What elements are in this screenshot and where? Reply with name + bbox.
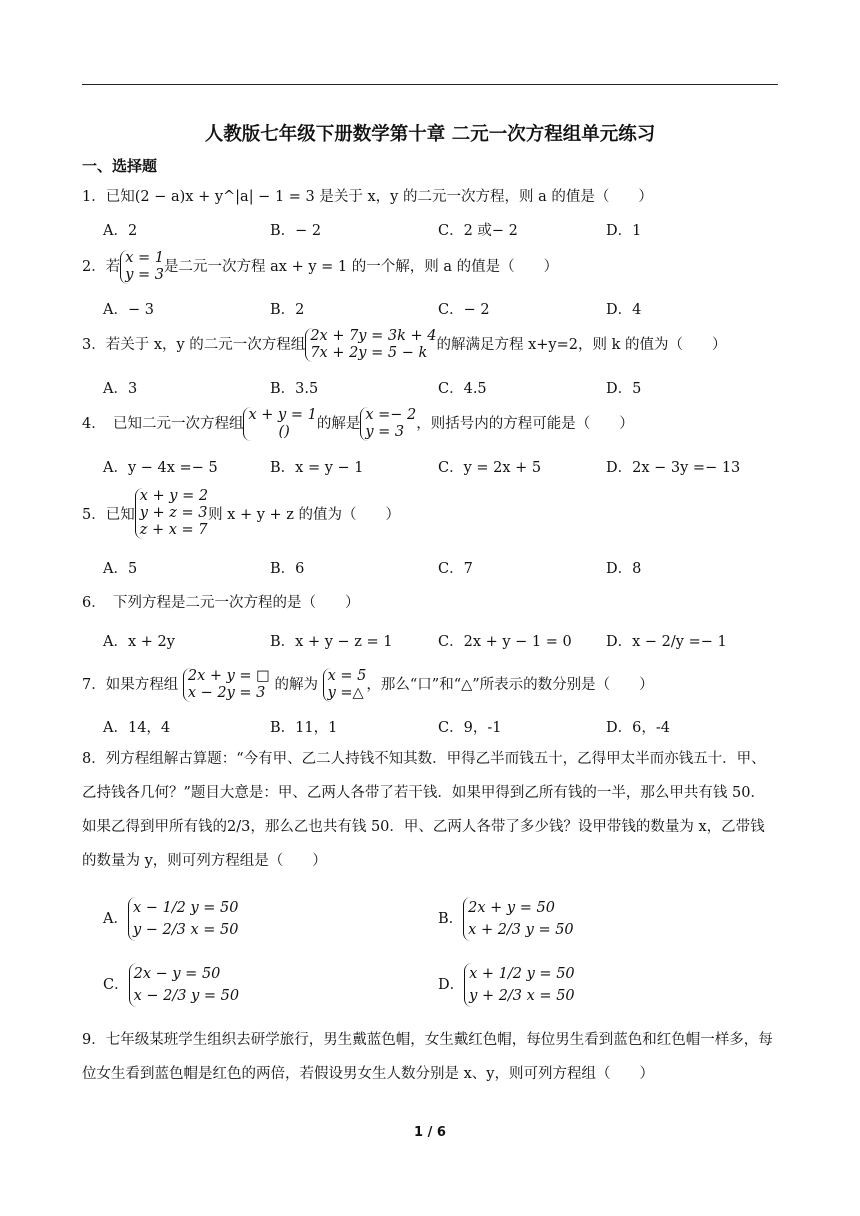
q4-option-a: A．y − 4x =− 5 xyxy=(103,460,218,476)
page-number: 1 / 6 xyxy=(414,1125,446,1140)
q3-system xyxy=(305,328,436,362)
page-title: 人教版七年级下册数学第十章 二元一次方程组单元练习 xyxy=(204,124,656,145)
q8-system-a xyxy=(128,897,239,941)
q7-stem xyxy=(82,668,654,702)
q8-c-eq1: 2x − y = 50 xyxy=(133,966,221,982)
q1-option-b: B．− 2 xyxy=(270,223,322,239)
q7-eq2: x − 2y = 3 xyxy=(187,685,266,701)
q6-option-b: B．x + y − z = 1 xyxy=(270,634,393,650)
q7-option-a: A．14，4 xyxy=(103,720,171,736)
q3-option-c: C．4.5 xyxy=(438,381,487,397)
q9-text: 9．七年级某班学生组织去研学旅行，男生戴蓝色帽，女生戴红色帽，每位男生看到蓝色和红色帽一样多，每位女生看到蓝色帽是红色的两倍，若假设男女生人数分别是 x、y，则可列方程组（ ） xyxy=(82,1032,773,1082)
q5-system xyxy=(135,488,208,539)
q8-system-b xyxy=(463,897,574,941)
q8-label-b: B． xyxy=(438,911,464,927)
q5-option-d: D．8 xyxy=(606,561,642,577)
section-heading: 一、选择题 xyxy=(82,157,158,175)
q8-option-c xyxy=(103,963,239,1007)
q8-text: 8．列方程组解古算题：“今有甲、乙二人持钱不知其数．甲得乙半而钱五十，乙得甲太半而亦钱五十．甲、乙持钱各几何？”题目大意是：甲、乙两人各带了若干钱．如果甲得到乙所有钱的一半，那么甲共有钱 50．如果乙得到甲所有钱的2/3，那么乙也共有钱 50．甲、乙两人各带了多少钱？设甲带钱的数量为 x，乙带钱的数量为 y，则可列方程组是（ ） xyxy=(82,751,766,869)
q4-option-c: C．y = 2x + 5 xyxy=(438,460,542,476)
q8-system-d xyxy=(464,963,575,1007)
q8-b-eq2: x + 2/3 y = 50 xyxy=(468,922,574,938)
q2-option-c: C．− 2 xyxy=(438,302,490,318)
q8-option-a xyxy=(103,897,239,941)
q8-a-eq2: y − 2/3 x = 50 xyxy=(132,922,239,938)
q3-option-d: D．5 xyxy=(606,381,642,397)
q8-a-eq1: x − 1/2 y = 50 xyxy=(132,900,239,916)
q3-pre: 3．若关于 x，y 的二元一次方程组 xyxy=(82,337,306,353)
q1-option-d: D．1 xyxy=(606,223,642,239)
q5-option-c: C．7 xyxy=(438,561,473,577)
q4-solution xyxy=(360,407,416,441)
q4-mid: 的解是 xyxy=(316,416,361,432)
q2-option-a: A．− 3 xyxy=(103,302,154,318)
q4-eq1: x + y = 1 xyxy=(248,407,317,423)
q8-option-d xyxy=(438,963,575,1007)
q7-system xyxy=(183,668,270,702)
q5-post: 则 x + y + z 的值为（ ） xyxy=(208,507,401,523)
q8-option-b xyxy=(438,897,574,941)
q7-eq1: 2x + y = □ xyxy=(187,668,270,684)
q4-system xyxy=(243,407,316,441)
q4-sol2: y = 3 xyxy=(365,424,405,440)
q7-pre: 7．如果方程组 xyxy=(82,677,179,693)
q1-option-c: C．2 或− 2 xyxy=(438,223,518,239)
q4-option-d: D．2x − 3y =− 13 xyxy=(606,460,741,476)
q2-eq1: x = 1 xyxy=(125,250,165,266)
q3-eq2: 7x + 2y = 5 − k xyxy=(310,345,428,361)
q7-option-c: C．9，-1 xyxy=(438,720,502,736)
q7-post: ，那么“口”和“△”所表示的数分别是（ ） xyxy=(366,677,654,693)
q5-eq3: z + x = 7 xyxy=(139,522,208,538)
q3-stem xyxy=(82,328,727,362)
q8-label-c: C． xyxy=(103,977,129,993)
q8-b-eq1: 2x + y = 50 xyxy=(468,900,555,916)
q1-option-a: A．2 xyxy=(103,223,138,239)
q4-stem xyxy=(82,407,634,441)
q3-post: 的解满足方程 x+y=2，则 k 的值为（ ） xyxy=(436,337,727,353)
q7-sol1: x = 5 xyxy=(327,668,367,684)
q8-label-d: D． xyxy=(438,977,465,993)
q8-d-eq1: x + 1/2 y = 50 xyxy=(469,966,575,982)
q2-pre: 2．若 xyxy=(82,259,121,275)
q5-option-b: B．6 xyxy=(270,561,305,577)
q2-post: 是二元一次方程 ax + y = 1 的一个解，则 a 的值是（ ） xyxy=(164,259,559,275)
q4-post: ，则括号内的方程可能是（ ） xyxy=(416,416,634,432)
q5-pre: 5．已知 xyxy=(82,507,135,523)
q3-option-a: A．3 xyxy=(103,381,138,397)
q1-stem: 1．已知(2 − a)x + y^|a| − 1 = 3 是关于 x，y 的二元一次方程，则 a 的值是（ ） xyxy=(82,189,653,205)
q4-sol1: x =− 2 xyxy=(365,407,417,423)
q7-mid: 的解为 xyxy=(274,677,318,693)
q6-option-c: C．2x + y − 1 = 0 xyxy=(438,634,572,650)
q8-system-c xyxy=(129,963,240,1007)
q7-solution xyxy=(323,668,367,702)
q7-option-b: B．11，1 xyxy=(270,720,338,736)
q6-option-d: D．x − 2/y =− 1 xyxy=(606,634,727,650)
q7-option-d: D．6，-4 xyxy=(606,720,670,736)
q2-stem xyxy=(82,250,558,284)
q7-sol2: y =△ xyxy=(327,685,364,701)
header-rule xyxy=(82,84,778,85)
q4-option-b: B．x = y − 1 xyxy=(270,460,364,476)
q5-option-a: A．5 xyxy=(103,561,138,577)
q2-system xyxy=(120,250,164,284)
q5-stem xyxy=(82,488,400,539)
q5-eq1: x + y = 2 xyxy=(139,488,209,504)
q5-eq2: y + z = 3 xyxy=(139,505,208,521)
q3-eq1: 2x + 7y = 3k + 4 xyxy=(310,328,437,344)
q8-c-eq2: x − 2/3 y = 50 xyxy=(133,988,240,1004)
q4-eq2: () xyxy=(278,424,290,440)
q3-option-b: B．3.5 xyxy=(270,381,319,397)
q8-label-a: A． xyxy=(103,911,128,927)
q2-option-d: D．4 xyxy=(606,302,642,318)
q4-pre: 4． 已知二元一次方程组 xyxy=(82,416,244,432)
q8-d-eq2: y + 2/3 x = 50 xyxy=(469,988,575,1004)
q2-option-b: B．2 xyxy=(270,302,305,318)
q2-eq2: y = 3 xyxy=(125,267,165,283)
q6-option-a: A．x + 2y xyxy=(103,634,175,650)
q6-stem: 6． 下列方程是二元一次方程的是（ ） xyxy=(82,595,360,611)
